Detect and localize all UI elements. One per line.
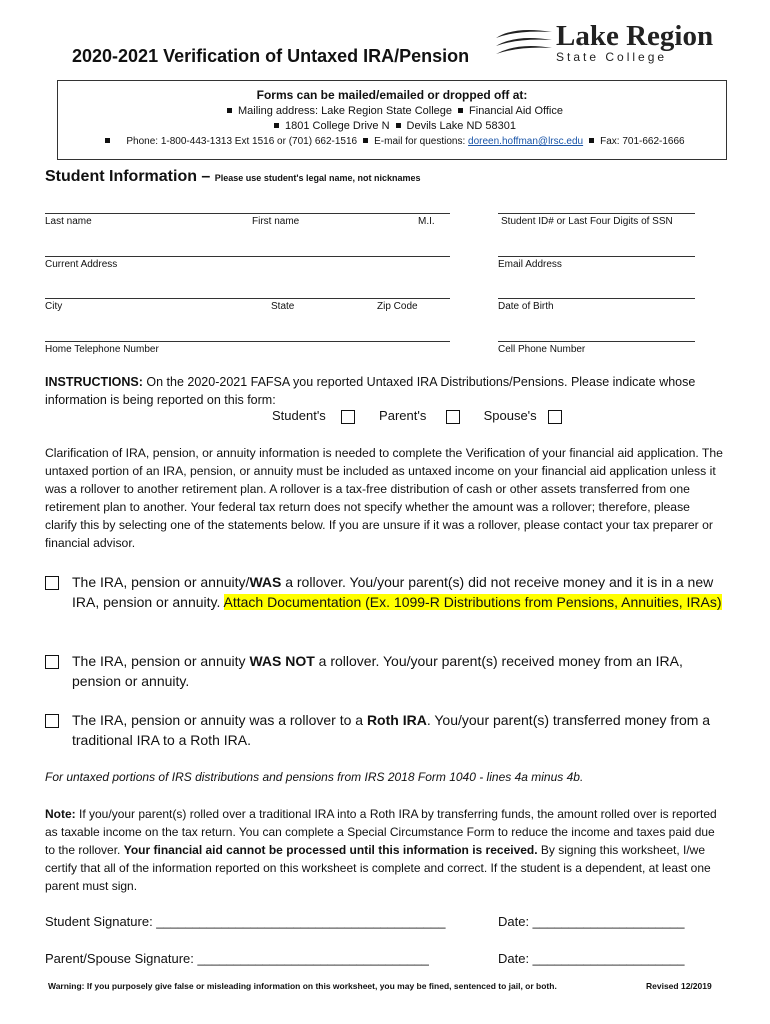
bullet-icon xyxy=(227,108,232,113)
page-title: 2020-2021 Verification of Untaxed IRA/Pension xyxy=(72,46,470,66)
note-text: If you/your parent(s) rolled over a traditional IRA into a Roth IRA by transferring funds, the amount rolled over is reported as taxable income on the tax return. You can complete a Special Circumstance Form to reduce the income and taxes paid due to the rollover. xyxy=(45,807,717,857)
city-zip: Devils Lake ND 58301 xyxy=(406,120,516,132)
option-text: a rollover. You/your parent(s) did not receive money and it is in a new IRA, pension or annuity. xyxy=(72,574,714,610)
home-phone-label: Home Telephone Number xyxy=(45,344,159,355)
parent-signature-line[interactable]: Parent/Spouse Signature: ________________________________ xyxy=(45,951,429,966)
not-rollover-checkbox[interactable] xyxy=(45,655,59,669)
note-label: Note: xyxy=(45,807,76,821)
street-line xyxy=(58,120,726,132)
note-bold: Your financial aid cannot be processed until this information is received. xyxy=(123,843,538,857)
email-address-label: Email Address xyxy=(498,259,562,270)
documentation-highlight: Attach Documentation (Ex. 1099-R Distributions from Pensions, Annuities, IRAs) xyxy=(223,594,722,610)
option-bold: Roth IRA xyxy=(366,712,427,728)
bullet-icon xyxy=(363,138,368,143)
mailing-address: Mailing address: Lake Region State College xyxy=(238,105,453,117)
bullet-icon xyxy=(274,123,279,128)
bullet-icon xyxy=(458,108,463,113)
note-paragraph xyxy=(45,805,725,895)
option-text: The IRA, pension or annuity xyxy=(72,653,250,669)
option-text: . You/your parent(s) transferred money from a traditional IRA to a Roth IRA. xyxy=(72,712,711,748)
email-line[interactable] xyxy=(498,256,695,257)
zip-label: Zip Code xyxy=(377,301,418,312)
whose-info-options xyxy=(272,408,562,424)
students-label: Student's xyxy=(272,408,326,423)
cell-phone-line[interactable] xyxy=(498,341,695,342)
instructions-label: INSTRUCTIONS: xyxy=(45,375,143,389)
bullet-icon xyxy=(396,123,401,128)
option-not-rollover xyxy=(45,651,725,691)
warning-text: Warning: If you purposely give false or misleading information on this worksheet, you may be fined, sentenced to jail, or both. xyxy=(48,981,557,991)
student-info-heading xyxy=(45,168,421,186)
cell-phone-label: Cell Phone Number xyxy=(498,344,586,355)
contact-heading: Forms can be mailed/emailed or dropped off at: xyxy=(256,88,528,102)
parents-checkbox[interactable] xyxy=(446,410,460,424)
spouses-label: Spouse's xyxy=(483,408,537,423)
student-id-line[interactable] xyxy=(498,213,695,214)
address-label: Current Address xyxy=(45,259,118,270)
student-signature-line[interactable]: Student Signature: ________________________________________ xyxy=(45,914,446,929)
spouses-checkbox[interactable] xyxy=(548,410,562,424)
untaxed-note: For untaxed portions of IRS distributions and pensions from IRS 2018 Form 1040 - lines 4a minus 4b. xyxy=(45,770,584,784)
bullet-icon xyxy=(589,138,594,143)
email-label: E-mail for questions: xyxy=(374,136,466,147)
logo-subtitle: State College xyxy=(556,50,668,64)
mailing-line xyxy=(58,105,726,117)
state-label: State xyxy=(271,301,295,312)
home-phone-line[interactable] xyxy=(45,341,450,342)
logo-name: Lake Region xyxy=(556,20,714,52)
student-info-title: Student Information – xyxy=(45,168,211,185)
parent-date-line[interactable]: Date: _____________________ xyxy=(498,951,685,966)
note-text: By signing this worksheet, I/we certify that all of the information reported on this worksheet is complete and correct. If the student is a dependent, at least one parent must sign. xyxy=(45,843,711,893)
option-rollover xyxy=(45,572,725,632)
dob-line[interactable] xyxy=(498,298,695,299)
email-link[interactable]: doreen.hoffman@lrsc.edu xyxy=(468,136,584,147)
bullet-icon xyxy=(105,138,110,143)
street-address: 1801 College Drive N xyxy=(284,120,390,132)
student-id-label: Student ID# or Last Four Digits of SSN xyxy=(501,216,673,227)
option-bold: WAS xyxy=(249,574,282,590)
last-name-label: Last name xyxy=(45,216,92,227)
instructions xyxy=(45,373,725,409)
fax-text: Fax: 701-662-1666 xyxy=(600,136,685,147)
name-line[interactable] xyxy=(45,213,450,214)
rollover-checkbox[interactable] xyxy=(45,576,59,590)
phone-text: Phone: 1-800-443-1313 Ext 1516 or (701) 662-1516 xyxy=(126,136,358,147)
student-date-line[interactable]: Date: _____________________ xyxy=(498,914,685,929)
city-label: City xyxy=(45,301,63,312)
office-name: Financial Aid Office xyxy=(469,105,563,117)
students-checkbox[interactable] xyxy=(341,410,355,424)
address-line[interactable] xyxy=(45,256,450,257)
option-text: The IRA, pension or annuity/ xyxy=(72,574,250,590)
roth-checkbox[interactable] xyxy=(45,714,59,728)
option-bold: WAS NOT xyxy=(249,653,315,669)
dob-label: Date of Birth xyxy=(498,301,554,312)
wave-logo-icon xyxy=(494,26,554,60)
revised-date: Revised 12/2019 xyxy=(646,981,712,991)
student-info-note: Please use student's legal name, not nicknames xyxy=(214,173,421,183)
city-line[interactable] xyxy=(45,298,450,299)
first-name-label: First name xyxy=(252,216,300,227)
option-text: a rollover. You/your parent(s) received money from an IRA, pension or annuity. xyxy=(72,653,683,689)
mi-label: M.I. xyxy=(418,216,435,227)
college-logo xyxy=(494,20,734,70)
option-text: The IRA, pension or annuity was a rollover to a xyxy=(72,712,367,728)
contact-box xyxy=(57,80,727,160)
option-roth xyxy=(45,710,725,750)
phone-line xyxy=(58,136,726,147)
parents-label: Parent's xyxy=(379,408,427,423)
instructions-text: On the 2020-2021 FAFSA you reported Untaxed IRA Distributions/Pensions. Please indicate whose information is being reported on this form: xyxy=(45,375,696,407)
clarification-text: Clarification of IRA, pension, or annuity information is needed to complete the Verification of your financial aid application. The untaxed portion of an IRA, pension, or annuity must be included as untaxed income on your financial aid application unless it was a rollover to another retirement plan. A rollover is a tax-free distribution of cash or other assets transferred from one retirement plan to another. Your federal tax return does not specify whether the amount was a rollover; therefore, please clarify this by selecting one of the statements below. If you are unsure if it was a rollover, please contact your tax preparer or financial advisor. xyxy=(45,446,723,550)
